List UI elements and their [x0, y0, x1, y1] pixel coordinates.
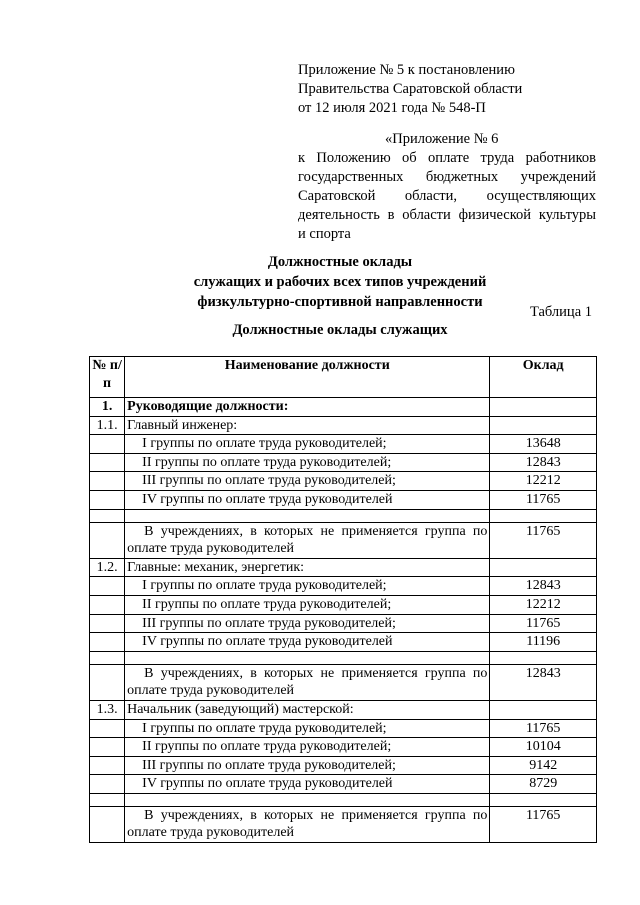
row-num: 1.3.: [90, 700, 125, 719]
header-num: № п/п: [90, 357, 125, 398]
note-text: В учреждениях, в которых не применяется группа по оплате труда руководителей: [125, 522, 490, 558]
group-salary: 10104: [490, 738, 597, 757]
row-num: [90, 490, 125, 509]
row-num: [90, 595, 125, 614]
document-title-line: служащих и рабочих всех типов учреждений: [193, 274, 487, 290]
row-num: [90, 633, 125, 652]
row-salary: [490, 558, 597, 577]
table-row-section: [90, 398, 597, 417]
group-salary: 11196: [490, 633, 597, 652]
group-salary: 12212: [490, 595, 597, 614]
spacer-cell: [90, 793, 125, 806]
row-num: [90, 472, 125, 491]
group-salary: 11765: [490, 614, 597, 633]
header-salary: Оклад: [490, 357, 597, 398]
row-num: [90, 719, 125, 738]
note-text: В учреждениях, в которых не применяется группа по оплате труда руководителей: [125, 664, 490, 700]
table-row: [90, 633, 597, 652]
note-salary: 11765: [490, 522, 597, 558]
spacer-cell: [90, 509, 125, 522]
table-row: [90, 453, 597, 472]
spacer-cell: [490, 509, 597, 522]
note-text: В учреждениях, в которых не применяется группа по оплате труда руководителей: [125, 806, 490, 842]
table-row: [90, 435, 597, 454]
spacer-cell: [125, 651, 490, 664]
annex-header: [298, 61, 598, 118]
table-row: [90, 806, 597, 842]
spacer-cell: [490, 651, 597, 664]
group-salary: 9142: [490, 756, 597, 775]
note-salary: 12843: [490, 664, 597, 700]
annex-inner-line: и спорта: [298, 226, 351, 242]
position-name: Главные: механик, энергетик:: [125, 558, 490, 577]
group-label: III группы по оплате труда руководителей;: [125, 614, 490, 633]
spacer-cell: [490, 793, 597, 806]
salary-table: [89, 356, 597, 843]
table-title: Должностные оклады служащих: [232, 322, 448, 338]
table-row: [90, 700, 597, 719]
table-row: [90, 416, 597, 435]
group-label: I группы по оплате труда руководителей;: [125, 719, 490, 738]
row-num: [90, 435, 125, 454]
group-salary: 12843: [490, 577, 597, 596]
annex-inner-line: «Приложение № 6: [385, 131, 499, 147]
row-salary: [490, 700, 597, 719]
table-row: [90, 738, 597, 757]
table-row: [90, 756, 597, 775]
table-row-spacer: [90, 793, 597, 806]
row-num: 1.2.: [90, 558, 125, 577]
group-label: I группы по оплате труда руководителей;: [125, 577, 490, 596]
row-num: [90, 756, 125, 775]
note-salary: 11765: [490, 806, 597, 842]
annex-inner-line: государственных бюджетных учреждений: [298, 169, 596, 185]
table-header-row: [90, 357, 597, 398]
table-row-spacer: [90, 509, 597, 522]
section-num: 1.: [90, 398, 125, 417]
position-name: Главный инженер:: [125, 416, 490, 435]
table-row: [90, 490, 597, 509]
annex-inner-line: деятельность в области физической культуры: [298, 207, 596, 223]
group-label: II группы по оплате труда руководителей;: [125, 595, 490, 614]
row-num: 1.1.: [90, 416, 125, 435]
table-row: [90, 522, 597, 558]
annex-inner: [298, 130, 596, 244]
table-row: [90, 558, 597, 577]
group-salary: 13648: [490, 435, 597, 454]
section-salary: [490, 398, 597, 417]
position-name: Начальник (заведующий) мастерской:: [125, 700, 490, 719]
section-name: Руководящие должности:: [125, 398, 490, 417]
table-row: [90, 577, 597, 596]
annex-header-line: Приложение № 5 к постановлению: [298, 62, 515, 78]
row-num: [90, 614, 125, 633]
group-salary: 11765: [490, 490, 597, 509]
group-label: II группы по оплате труда руководителей;: [125, 738, 490, 757]
table-row: [90, 595, 597, 614]
table-row-spacer: [90, 651, 597, 664]
group-salary: 12212: [490, 472, 597, 491]
table-row: [90, 664, 597, 700]
group-salary: 12843: [490, 453, 597, 472]
spacer-cell: [125, 509, 490, 522]
table-row: [90, 775, 597, 794]
row-num: [90, 775, 125, 794]
row-num: [90, 738, 125, 757]
row-num: [90, 577, 125, 596]
annex-header-line: от 12 июля 2021 года № 548-П: [298, 100, 486, 116]
row-num: [90, 806, 125, 842]
table-row: [90, 719, 597, 738]
table-number: Таблица 1: [529, 304, 592, 320]
table-row: [90, 472, 597, 491]
spacer-cell: [125, 793, 490, 806]
group-label: IV группы по оплате труда руководителей: [125, 633, 490, 652]
group-salary: 8729: [490, 775, 597, 794]
group-label: II группы по оплате труда руководителей;: [125, 453, 490, 472]
document-title-line: Должностные оклады: [267, 254, 413, 270]
group-label: IV группы по оплате труда руководителей: [125, 490, 490, 509]
group-label: I группы по оплате труда руководителей;: [125, 435, 490, 454]
row-num: [90, 453, 125, 472]
row-num: [90, 664, 125, 700]
table-row: [90, 614, 597, 633]
table-body: [90, 416, 597, 842]
document-title-line: физкультурно-спортивной направленности: [197, 294, 483, 310]
group-salary: 11765: [490, 719, 597, 738]
row-salary: [490, 416, 597, 435]
header-name: Наименование должности: [125, 357, 490, 398]
group-label: IV группы по оплате труда руководителей: [125, 775, 490, 794]
annex-inner-line: к Положению об оплате труда работников: [298, 150, 596, 166]
spacer-cell: [90, 651, 125, 664]
group-label: III группы по оплате труда руководителей;: [125, 472, 490, 491]
document-title: [60, 252, 620, 312]
annex-inner-line: Саратовской области, осуществляющих: [298, 188, 596, 204]
group-label: III группы по оплате труда руководителей;: [125, 756, 490, 775]
annex-header-line: Правительства Саратовской области: [298, 81, 523, 97]
row-num: [90, 522, 125, 558]
